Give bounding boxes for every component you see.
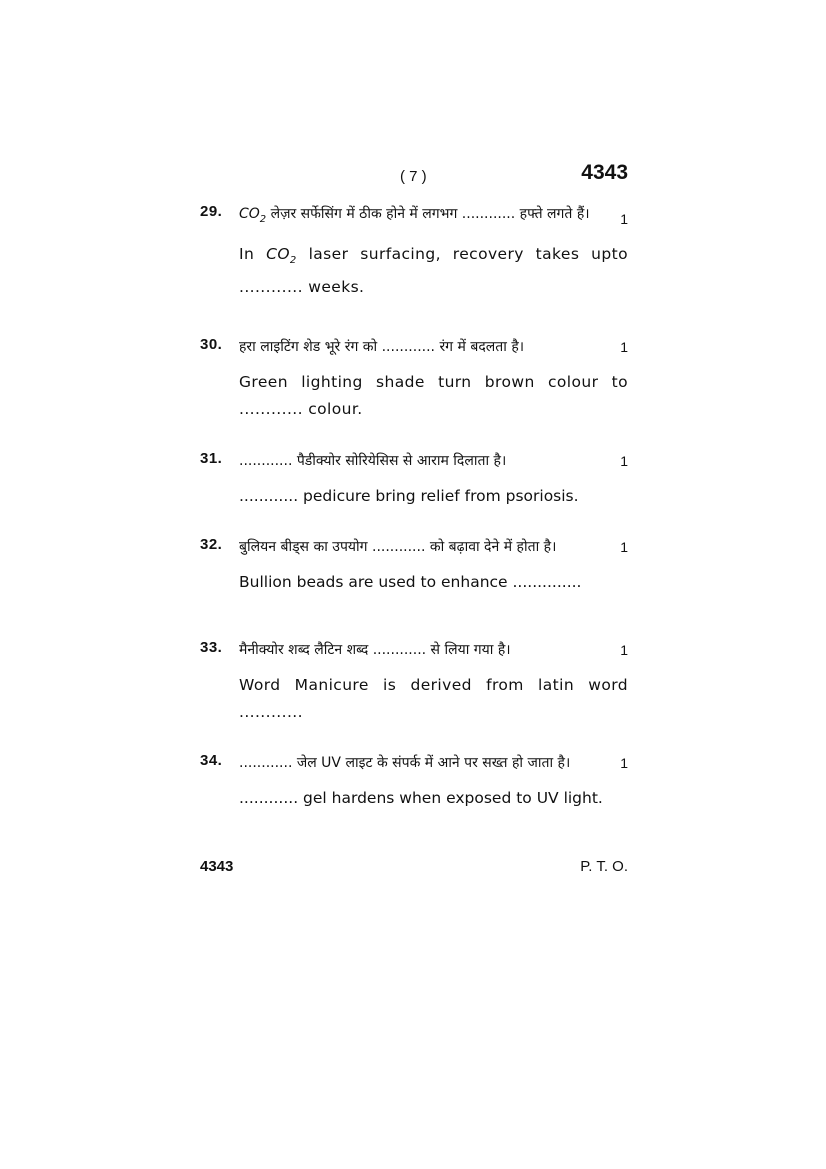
- question-hindi: हरा लाइटिंग शेड भूरे रंग को ............ रंग में बदलता है। 1: [239, 334, 628, 361]
- question-number: 29.: [200, 203, 223, 220]
- question-hindi: ............ पैडीक्योर सोरियेसिस से आराम दिलाता है। 1: [239, 448, 628, 475]
- question-hindi: $CO_2$ लेज़र सर्फेसिंग में ठीक होने में लगभग ............ हफ्ते लगते हैं। 1: [239, 201, 628, 233]
- marks: 1: [620, 642, 628, 658]
- question-30: [200, 334, 628, 423]
- question-english: Word Manicure is derived from latin word ............: [239, 676, 628, 721]
- question-31: [200, 448, 628, 510]
- question-english: ............ pedicure bring relief from psoriosis.: [239, 487, 579, 505]
- question-number: 30.: [200, 336, 223, 353]
- question-hindi: बुलियन बीड्स का उपयोग ............ को बढ़ावा देने में होता है। 1: [239, 534, 628, 561]
- question-hindi: ............ जेल UV लाइट के संपर्क में आने पर सख्त हो जाता है। 1: [239, 750, 628, 777]
- marks: 1: [620, 755, 628, 771]
- question-english: Green lighting shade turn brown colour to ............ colour.: [239, 373, 628, 418]
- question-english: Bullion beads are used to enhance ..............: [239, 573, 582, 591]
- marks: 1: [620, 210, 628, 227]
- question-number: 32.: [200, 536, 223, 553]
- page-number: ( 7 ): [400, 168, 427, 185]
- question-english: ............ gel hardens when exposed to UV light.: [239, 789, 603, 807]
- question-number: 33.: [200, 639, 223, 656]
- question-29: [200, 201, 628, 301]
- co2-formula: $CO_2$: [266, 244, 297, 266]
- question-33: [200, 637, 628, 726]
- paper-code-header: 4343: [581, 161, 628, 184]
- paper-code-footer: 4343: [200, 858, 234, 875]
- marks: 1: [620, 339, 628, 355]
- question-english: In $CO_2$ laser surfacing, recovery takes upto ............ weeks.: [239, 244, 629, 296]
- question-32: [200, 534, 628, 596]
- question-number: 31.: [200, 450, 223, 467]
- pto-label: P. T. O.: [580, 858, 628, 875]
- marks: 1: [620, 453, 628, 469]
- question-number: 34.: [200, 752, 223, 769]
- question-hindi: मैनीक्योर शब्द लैटिन शब्द ............ से लिया गया है। 1: [239, 637, 628, 664]
- co2-formula: $CO_2$: [239, 206, 267, 225]
- question-34: [200, 750, 628, 812]
- marks: 1: [620, 539, 628, 555]
